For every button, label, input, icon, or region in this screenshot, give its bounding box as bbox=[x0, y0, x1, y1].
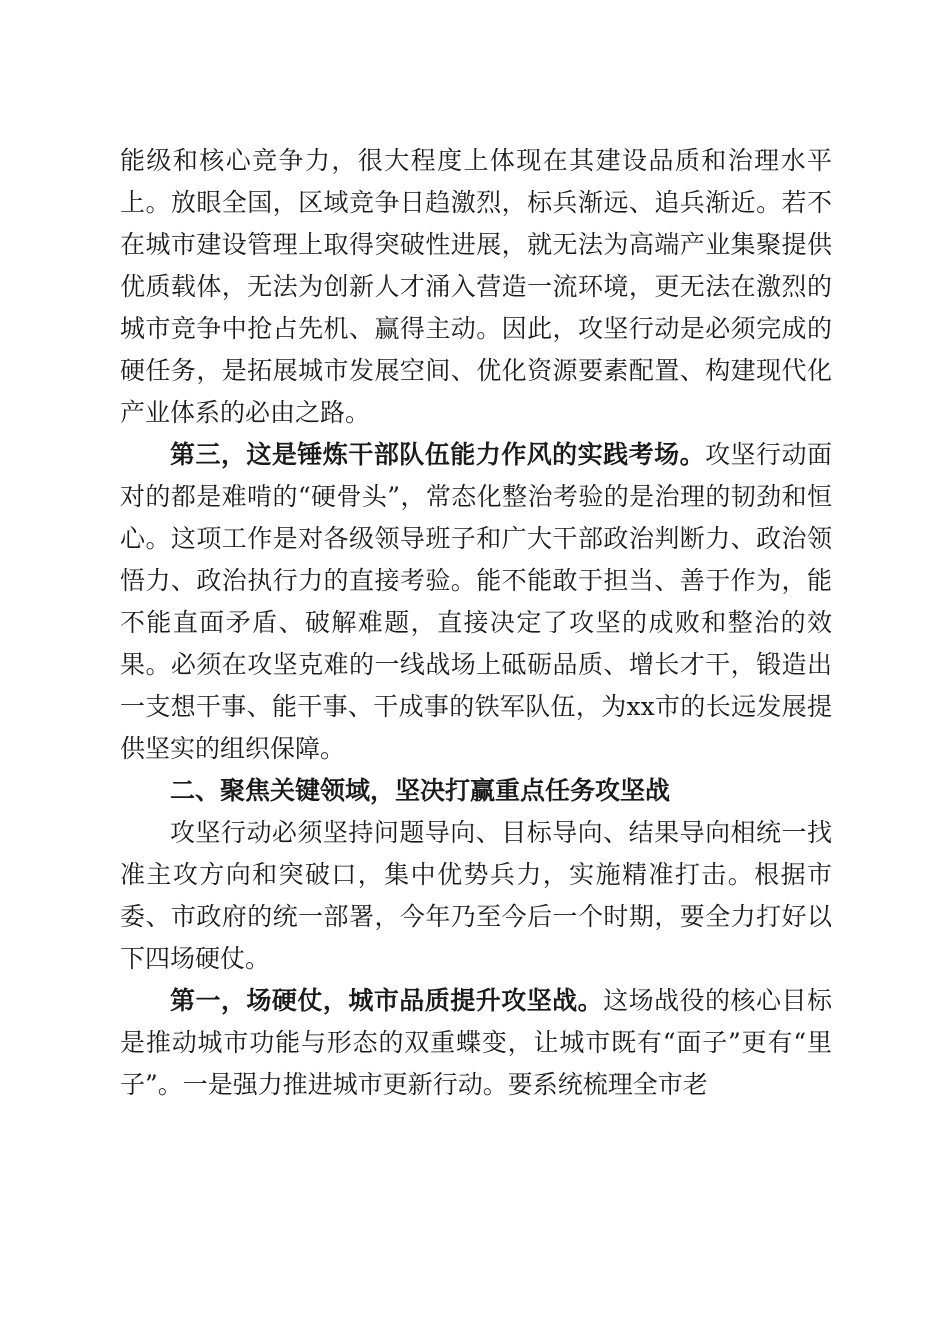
document-body bbox=[120, 140, 832, 1106]
paragraph-body-text: 攻坚行动面对的都是难啃的“硬骨头”，常态化整治考验的是治理的韧劲和恒心。这项工作是对各级领导班子和广大干部政治判断力、政治领悟力、政治执行力的直接考验。能不能敢于担当、善于作为，能不能直面矛盾、破解难题，直接决定了攻坚的成败和整治的效果。必须在攻坚克难的一线战场上砥砺品质、增长才干，锻造出一支想干事、能干事、干成事的铁军队伍，为xx市的长远发展提供坚实的组织保障。 bbox=[120, 440, 832, 763]
section-heading: 二、聚焦关键领域，坚决打赢重点任务攻坚战 bbox=[170, 776, 671, 805]
paragraph-lead-sentence: 第一，场硬仗，城市品质提升攻坚战。 bbox=[170, 986, 604, 1015]
paragraph-third-point bbox=[120, 434, 832, 770]
paragraph-section-intro: 攻坚行动必须坚持问题导向、目标导向、结果导向相统一找准主攻方向和突破口，集中优势兵力，实施精准打击。根据市委、市政府的统一部署，今年乃至今后一个时期，要全力打好以下四场硬仗。 bbox=[120, 818, 832, 973]
paragraph-body-text: 这场战役的核心目标是推动城市功能与形态的双重蝶变，让城市既有“面子”更有“里子”。一是强力推进城市更新行动。要系统梳理全市老 bbox=[120, 986, 832, 1099]
paragraph-lead-sentence: 第三，这是锤炼干部队伍能力作风的实践考场。 bbox=[170, 440, 706, 469]
paragraph-first-battle bbox=[120, 980, 832, 1106]
paragraph-continuation: 能级和核心竞争力，很大程度上体现在其建设品质和治理水平上。放眼全国，区域竞争日趋激烈，标兵渐远、追兵渐近。若不在城市建设管理上取得突破性进展，就无法为高端产业集聚提供优质载体，无法为创新人才涌入营造一流环境，更无法在激烈的城市竞争中抢占先机、赢得主动。因此，攻坚行动是必须完成的硬任务，是拓展城市发展空间、优化资源要素配置、构建现代化产业体系的必由之路。 bbox=[120, 146, 832, 427]
